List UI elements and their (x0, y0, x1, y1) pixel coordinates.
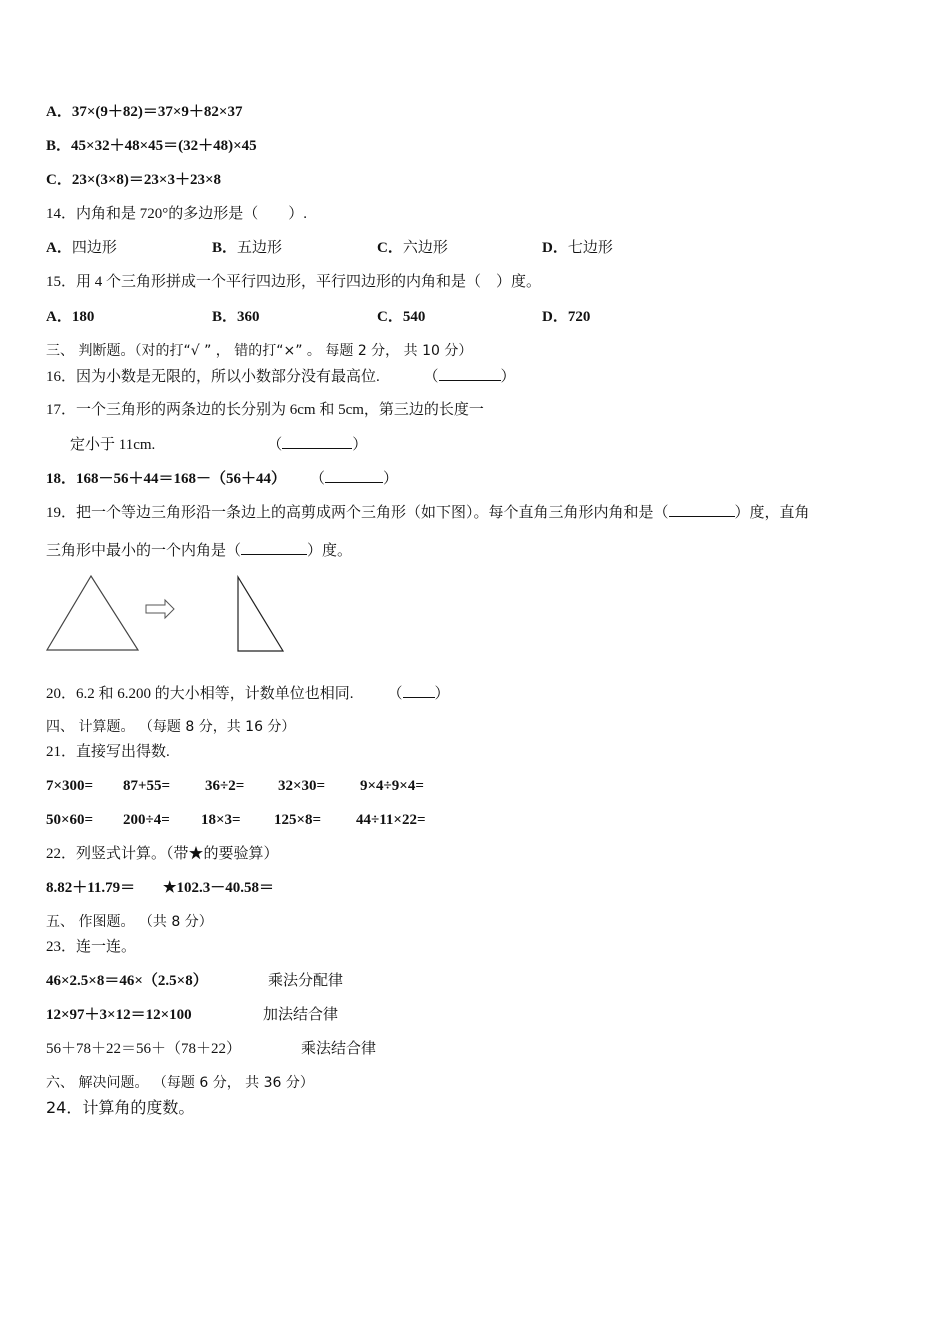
q19-line2 (46, 540, 352, 561)
option-label: C． (377, 309, 403, 325)
q24-stem: 24．计算角的度数。 (46, 1098, 195, 1117)
q23-left-item[interactable]: 56＋78＋22＝56＋（78＋22） (46, 1041, 242, 1057)
option-text: 180 (71, 309, 95, 325)
q21-item: 36÷2= (205, 778, 245, 794)
q15-option-c (377, 307, 425, 327)
paren-open: （ (387, 686, 403, 702)
q23-right-item[interactable]: 加法结合律 (263, 1007, 339, 1023)
paren-close: ） (434, 686, 450, 702)
option-label: B． (212, 240, 238, 256)
q15-option-a (46, 307, 94, 327)
q22-item: 8.82＋11.79＝ (46, 880, 136, 896)
q20-answer-blank[interactable] (403, 683, 435, 698)
q19-answer-blank-1[interactable] (669, 502, 735, 517)
q21-item: 18×3= (201, 812, 241, 828)
q14-option-b (212, 238, 282, 258)
option-label: D． (542, 240, 568, 256)
option-text: 360 (237, 309, 260, 325)
paren-open: （ (310, 471, 326, 487)
q16-answer-blank[interactable] (439, 366, 501, 381)
option-text: 五边形 (237, 240, 283, 256)
right-arrow-icon (146, 600, 174, 618)
paren-close: ） (352, 437, 368, 453)
option-label: B． (46, 138, 72, 154)
q19-line1 (46, 502, 810, 523)
q18-text: 18．168－56＋44＝168－（56＋44） (46, 471, 287, 487)
q21-item: 32×30= (278, 778, 326, 794)
q17-text: 定小于 11cm. (70, 437, 156, 453)
q16-text: 16．因为小数是无限的，所以小数部分没有最高位. (46, 369, 380, 385)
paren-close: ） (500, 369, 516, 385)
q15-stem: 15．用 4 个三角形拼成一个平行四边形，平行四边形的内角和是（ ）度。 (46, 274, 542, 290)
section-5-heading: 五、 作图题。 （共 8 分） (46, 914, 213, 930)
option-text: 七边形 (567, 240, 613, 256)
q21-item: 9×4÷9×4= (360, 778, 424, 794)
paren-open: （ (267, 437, 283, 453)
option-label: C． (377, 240, 403, 256)
q21-item: 7×300= (46, 778, 94, 794)
q14-option-c (377, 238, 448, 258)
paren-close: ） (383, 471, 399, 487)
section-6-heading: 六、 解决问题。 （每题 6 分， 共 36 分） (46, 1075, 314, 1091)
section-4-heading: 四、 计算题。 （每题 8 分，共 16 分） (46, 719, 296, 735)
option-text: 720 (567, 309, 591, 325)
q19-figure (40, 570, 300, 660)
option-text: 540 (402, 309, 426, 325)
q23-right-item[interactable]: 乘法结合律 (301, 1041, 377, 1057)
q16 (46, 366, 516, 387)
q22-stem: 22．列竖式计算。（带★的要验算） (46, 846, 279, 862)
option-text: 六边形 (402, 240, 448, 256)
option-label: C． (46, 172, 72, 188)
q14-option-a (46, 238, 117, 258)
paren-open: （ (423, 369, 439, 385)
q23-stem: 23．连一连。 (46, 939, 137, 955)
q21-item: 87+55= (123, 778, 171, 794)
q23-right-item[interactable]: 乘法分配律 (268, 973, 344, 989)
q21-item: 44÷11×22= (356, 812, 426, 828)
option-text: 37×(9＋82)＝37×9＋82×37 (71, 104, 243, 120)
q21-item: 50×60= (46, 812, 94, 828)
q14-option-d (542, 238, 613, 258)
q20 (46, 683, 450, 704)
q17-line2 (70, 434, 367, 455)
q19-text-c: 三角形中最小的一个内角是（ (46, 543, 242, 559)
option-label: B． (212, 309, 238, 325)
q19-text-a: 19．把一个等边三角形沿一条边上的高剪成两个三角形（如下图）。每个直角三角形内角和是（ (46, 505, 669, 521)
q17-answer-blank[interactable] (282, 434, 352, 449)
q21-stem: 21．直接写出得数. (46, 744, 170, 760)
q14-stem: 14．内角和是 720°的多边形是（ ）. (46, 206, 308, 222)
option-text: 四边形 (71, 240, 117, 256)
q19-answer-blank-2[interactable] (241, 540, 307, 555)
q13-option-c (46, 170, 221, 190)
q21-item: 125×8= (274, 812, 322, 828)
option-label: A． (46, 104, 72, 120)
equilateral-triangle-icon (47, 576, 138, 650)
q18-answer-blank[interactable] (325, 468, 383, 483)
q15-option-b (212, 307, 260, 327)
option-label: A． (46, 309, 72, 325)
option-label: D． (542, 309, 568, 325)
section-3-heading: 三、 判断题。（对的打“√ ” ， 错的打“×” 。 每题 2 分， 共 10 分） (46, 343, 473, 359)
q20-text: 20．6.2 和 6.200 的大小相等，计数单位也相同. (46, 686, 354, 702)
q17-line1: 17．一个三角形的两条边的长分别为 6cm 和 5cm，第三边的长度一 (46, 402, 484, 418)
option-text: 23×(3×8)＝23×3＋23×8 (71, 172, 222, 188)
q19-text-b: ）度，直角 (734, 505, 810, 521)
right-triangle-icon (238, 577, 283, 651)
q13-option-a (46, 102, 242, 122)
q19-text-d: ）度。 (307, 543, 353, 559)
q21-item: 200÷4= (123, 812, 170, 828)
q13-option-b (46, 136, 257, 156)
q22-item: ★102.3－40.58＝ (163, 880, 274, 896)
q18 (46, 468, 398, 489)
q23-left-item[interactable]: 12×97＋3×12＝12×100 (46, 1007, 192, 1023)
q15-option-d (542, 307, 590, 327)
q23-left-item[interactable]: 46×2.5×8＝46×（2.5×8） (46, 973, 208, 989)
option-text: 45×32＋48×45＝(32＋48)×45 (71, 138, 257, 154)
option-label: A． (46, 240, 72, 256)
